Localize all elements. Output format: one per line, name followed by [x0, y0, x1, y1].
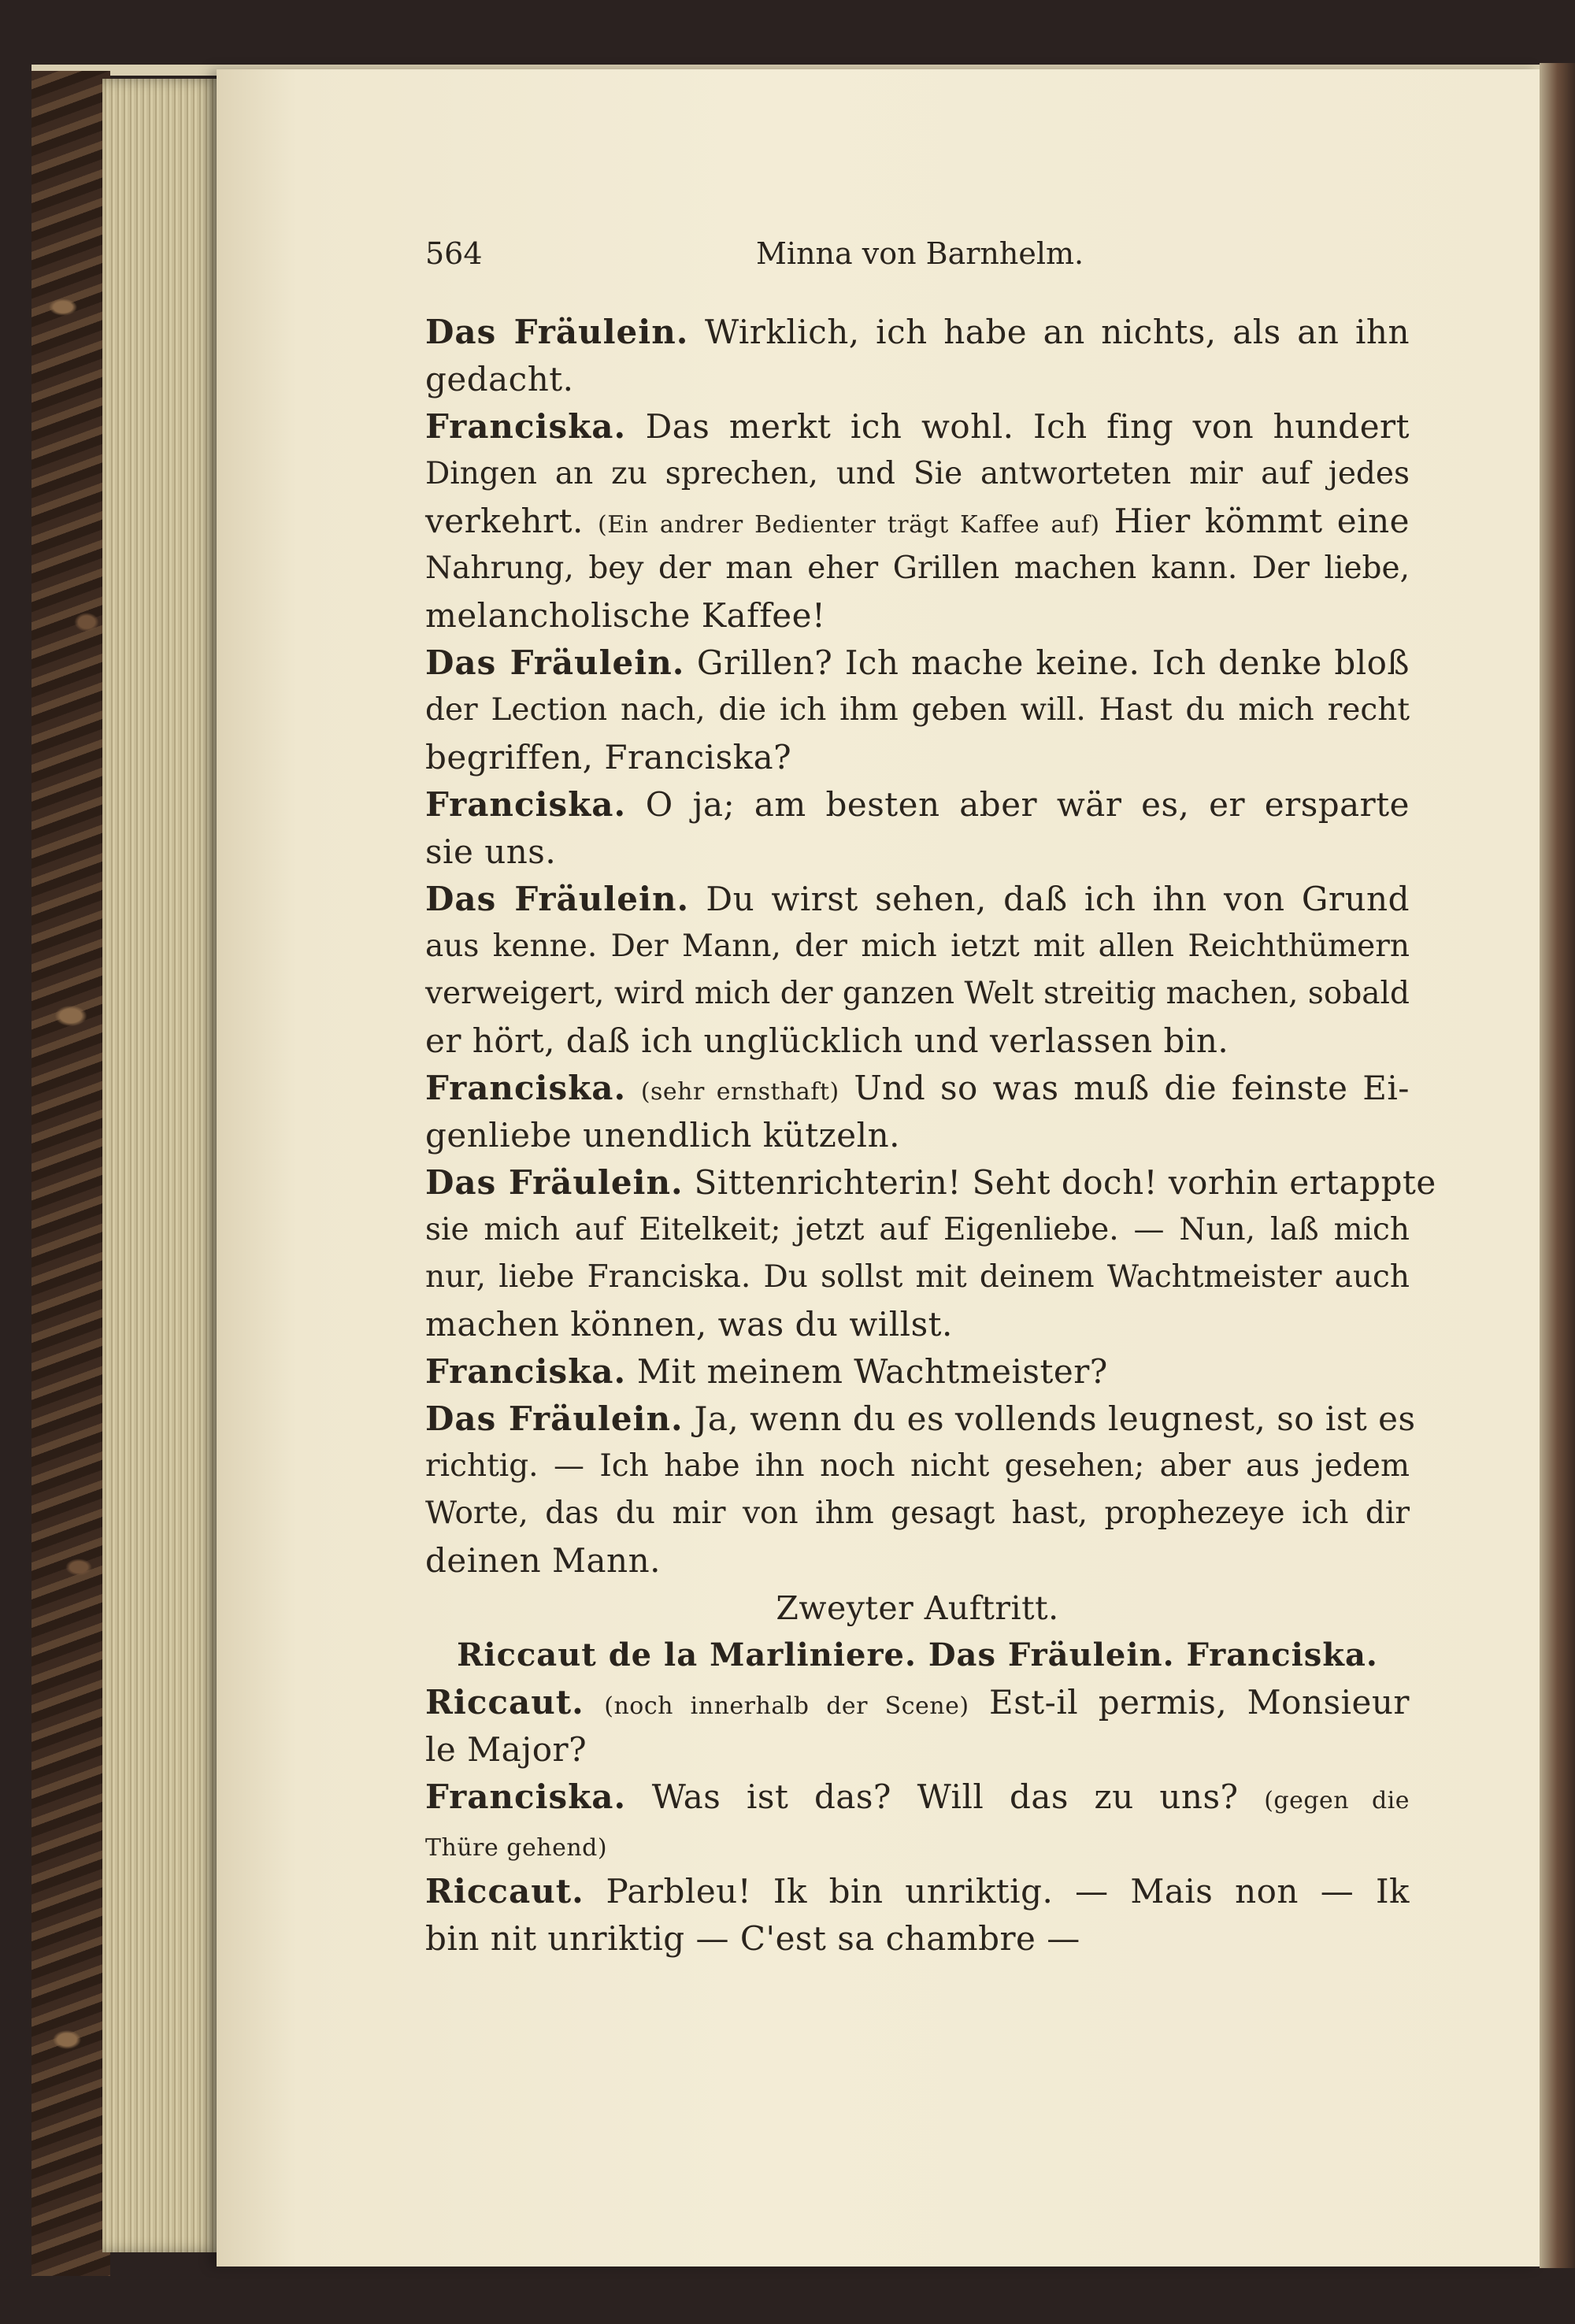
text-line: Das Fräulein. Du wirst sehen, daß ich ihn von Grund: [425, 880, 1410, 918]
text-line: begriffen, Franciska?: [425, 738, 792, 777]
stage-direction: Thüre gehend): [425, 1834, 608, 1862]
text-line: melancholische Kaffee!: [425, 596, 826, 635]
text-line: le Major?: [425, 1730, 587, 1769]
body-text: [425, 309, 1436, 1963]
scene-heading: Zweyter Auftritt.: [776, 1589, 1059, 1627]
text-line: bin nit unriktig — C'est sa chambre —: [425, 1919, 1080, 1958]
text-line: richtig. — Ich habe ihn noch nicht gesehen; aber aus jedem: [425, 1448, 1410, 1484]
text-line: nur, liebe Franciska. Du sollst mit deinem Wachtmeister auch: [425, 1259, 1410, 1295]
dramatis-personae: Riccaut de la Marliniere. Das Fräulein. Franciska.: [457, 1636, 1378, 1674]
page-header: [425, 236, 1410, 284]
speaker-name: Franciska.: [425, 1777, 627, 1816]
text-line: er hört, daß ich unglücklich und verlassen bin.: [425, 1021, 1229, 1060]
speaker-name: Das Fräulein.: [425, 880, 690, 918]
stage-direction: (Ein andrer Bedienter trägt Kaffee auf): [598, 511, 1100, 539]
text-line: Das Fräulein. Sittenrichterin! Seht doch! vorhin ertappte: [425, 1163, 1436, 1202]
speaker-name: Das Fräulein.: [425, 643, 685, 682]
text-line: sie mich auf Eitelkeit; jetzt auf Eigenliebe. — Nun, laß mich: [425, 1212, 1410, 1247]
speaker-name: Riccaut.: [425, 1683, 584, 1722]
page-edges: [102, 79, 220, 2252]
stage-direction: (gegen die: [1264, 1787, 1410, 1814]
speaker-name: Franciska.: [425, 1069, 627, 1107]
speaker-name: Franciska.: [425, 407, 627, 446]
text-line: Franciska. (sehr ernsthaft) Und so was muß die feinste Ei-: [425, 1069, 1410, 1107]
text-line: Riccaut. Parbleu! Ik bin unriktig. — Mais non — Ik: [425, 1872, 1410, 1911]
text-line: genliebe unendlich kützeln.: [425, 1116, 900, 1155]
text-line: Dingen an zu sprechen, und Sie antworteten mir auf jedes: [425, 456, 1410, 491]
speaker-name: Riccaut.: [425, 1872, 584, 1911]
text-line: Das Fräulein. Wirklich, ich habe an nichts, als an ihn: [425, 313, 1410, 351]
stage-direction: (sehr ernsthaft): [640, 1078, 839, 1106]
marbled-cover: [32, 71, 110, 2276]
running-title: Minna von Barnhelm.: [756, 236, 1084, 271]
text-line: deinen Mann.: [425, 1541, 661, 1580]
text-line: Nahrung, bey der man eher Grillen machen kann. Der liebe,: [425, 550, 1410, 586]
text-line: Franciska. Das merkt ich wohl. Ich fing von hundert: [425, 407, 1410, 446]
text-line: gedacht.: [425, 360, 574, 398]
speaker-name: Das Fräulein.: [425, 313, 689, 351]
speaker-name: Franciska.: [425, 785, 627, 824]
text-line: machen können, was du willst.: [425, 1305, 953, 1344]
text-line: verkehrt. (Ein andrer Bedienter trägt Kaffee auf) Hier kömmt eine: [425, 502, 1410, 540]
text-line: Franciska. Mit meinem Wachtmeister?: [425, 1352, 1108, 1391]
text-line: Franciska. O ja; am besten aber wär es, er ersparte: [425, 785, 1410, 824]
speaker-name: Franciska.: [425, 1352, 627, 1391]
text-line: sie uns.: [425, 832, 557, 871]
text-line: Das Fräulein. Ja, wenn du es vollends leugnest, so ist es: [425, 1399, 1416, 1438]
page-number: 564: [425, 236, 483, 271]
text-line: Worte, das du mir von ihm gesagt hast, prophezeye ich dir: [425, 1496, 1410, 1531]
text-line: [425, 1821, 1410, 1868]
speaker-name: Das Fräulein.: [425, 1163, 684, 1202]
speaker-name: Das Fräulein.: [425, 1399, 684, 1438]
text-line: der Lection nach, die ich ihm geben will. Hast du mich recht: [425, 692, 1410, 728]
text-line: Das Fräulein. Grillen? Ich mache keine. Ich denke bloß: [425, 643, 1410, 682]
text-line: verweigert, wird mich der ganzen Welt streitig machen, sobald: [425, 976, 1410, 1011]
facing-page-edge: [1540, 63, 1575, 2268]
text-line: Franciska. Was ist das? Will das zu uns? (gegen die: [425, 1777, 1410, 1816]
stage-direction: (noch innerhalb der Scene): [604, 1692, 969, 1720]
text-line: Riccaut. (noch innerhalb der Scene) Est-il permis, Monsieur: [425, 1683, 1410, 1722]
text-line: aus kenne. Der Mann, der mich ietzt mit allen Reichthümern: [425, 928, 1410, 964]
